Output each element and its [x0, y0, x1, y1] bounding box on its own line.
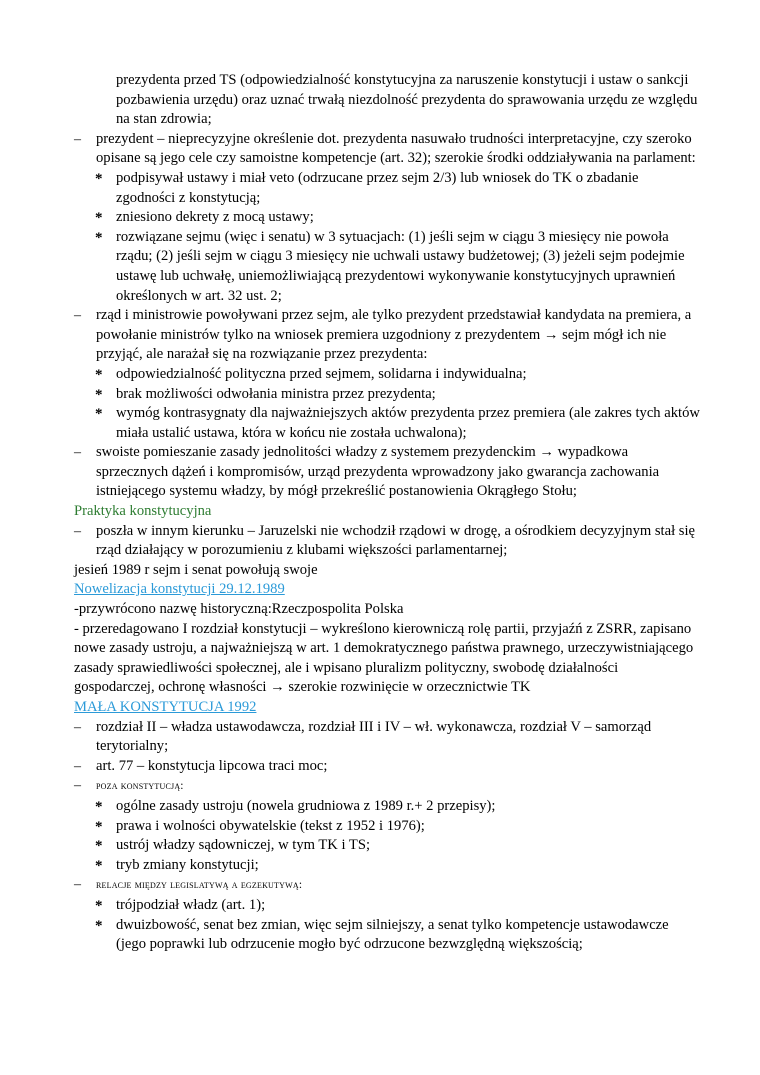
sub-bullet-text: zniesiono dekrety z mocą ustawy; — [116, 209, 314, 226]
bullet-rozdzialy — [74, 718, 700, 757]
nowelizacja-link[interactable]: Nowelizacja konstytucji 29.12.1989 — [74, 581, 285, 598]
bullet-text: art. 77 – konstytucja lipcowa traci moc; — [96, 757, 328, 774]
star-marker: * — [95, 857, 103, 874]
section-heading-nowelizacja[interactable] — [74, 580, 700, 600]
bullet-text: rząd i ministrowie powoływani przez sejm, ale tylko prezydent przedstawiał kandydata na premiera, a powołanie ministrów tylko na wniosek premiera uzgodniony z prezydentem → sejm mógł ich nie przyjąć, ale narażał się na rozwiązanie przez prezydenta: — [96, 307, 692, 363]
sub-bullet-text: ogólne zasady ustroju (nowela grudniowa z 1989 r.+ 2 przepisy); — [116, 797, 496, 814]
dash-marker: – — [74, 758, 81, 774]
bullet-text: rozdział II – władza ustawodawcza, rozdział III i IV – wł. wykonawcza, rozdział V – samorząd terytorialny; — [96, 718, 652, 755]
star-marker: * — [95, 386, 103, 403]
sub-bullet — [74, 797, 700, 817]
bullet-label: relacje między legislatywą a egzekutywą: — [96, 879, 303, 892]
star-marker: * — [95, 210, 103, 227]
sub-bullet-text: dwuizbowość, senat bez zmian, więc sejm silniejszy, a senat tylko kompetencje ustawodawcze (jego poprawki lub odrzucenie mogło być odrzucone bezwzględną większością; — [116, 916, 669, 953]
sub-bullet-text: brak możliwości odwołania ministra przez prezydenta; — [116, 385, 436, 402]
bullet-poza-konstytucja — [74, 776, 700, 797]
paragraph-nazwa: -przywrócono nazwę historyczną:Rzeczpospolita Polska — [74, 601, 404, 618]
star-marker: * — [95, 229, 103, 246]
bullet-text: swoiste pomieszanie zasady jednolitości władzy z systemem prezydenckim → wypadkowa sprzecznych dążeń i kompromisów, urząd prezydenta wprowadzony jako gwarancja zachowania istniejącego systemu władzy, by mógł przekreślić postanowienia Okrągłego Stołu; — [96, 444, 660, 500]
continued-paragraph: prezydenta przed TS (odpowiedzialność konstytucyjna za naruszenie konstytucji i ustaw o sankcji pozbawienia urzędu) oraz uznać trwałą niezdolność prezydenta do sprawowania urzędu ze względu na stan zdrowia; — [116, 72, 698, 128]
star-marker: * — [95, 917, 103, 934]
bullet-art77 — [74, 757, 700, 777]
bullet-text: poszła w innym kierunku – Jaruzelski nie wchodził rządowi w drogę, a ośrodkiem decyzyjnym stał się rząd działający w porozumieniu z klubami większości parlamentarnej; — [96, 522, 695, 559]
bullet-relacje — [74, 875, 700, 896]
sub-bullet — [74, 817, 700, 837]
star-marker: * — [95, 798, 103, 815]
sub-bullet-text: tryb zmiany konstytucji; — [116, 856, 259, 873]
sub-bullet-text: rozwiązane sejmu (więc i senatu) w 3 sytuacjach: (1) jeśli sejm w ciągu 3 miesięcy nie powoła rządu; (2) jeśli sejm w ciągu 3 miesięcy nie uchwali ustawy budżetowej; (3) jeżeli sejm podejmie ustawę lub uchwałę, uniemożliwiającą prezydentowi wykonywanie konstytucyjnych uprawnień określonych w art. 32 ust. 2; — [116, 228, 685, 304]
sub-bullet-text: trójpodział władz (art. 1); — [116, 896, 266, 913]
sub-bullet — [74, 228, 700, 306]
sub-bullet-text: odpowiedzialność polityczna przed sejmem, solidarna i indywidualna; — [116, 365, 527, 382]
bullet-pomieszanie — [74, 443, 700, 502]
star-marker: * — [95, 897, 103, 914]
dash-marker: – — [74, 877, 81, 893]
sub-bullet — [74, 916, 700, 955]
sub-bullet — [74, 208, 700, 228]
sub-bullet — [74, 896, 700, 916]
paragraph-jesien: jesień 1989 r sejm i senat powołują swoje — [74, 561, 318, 578]
sub-bullet — [74, 836, 700, 856]
dash-marker: – — [74, 523, 81, 539]
star-marker: * — [95, 838, 103, 855]
sub-bullet-text: podpisywał ustawy i miał veto (odrzucane przez sejm 2/3) lub wniosek do TK o zbadanie zgodności z konstytucją; — [116, 169, 639, 206]
star-marker: * — [95, 366, 103, 383]
sub-bullet-text: ustrój władzy sądowniczej, w tym TK i TS; — [116, 837, 371, 854]
sub-bullet-text: wymóg kontrasygnaty dla najważniejszych aktów prezydenta przez premiera (ale zakres tych aktów miała ustalić ustawa, która w końcu nie została uchwalona); — [116, 405, 700, 441]
section-heading-mala-konstytucja[interactable] — [74, 698, 700, 718]
bullet-praktyka — [74, 522, 700, 561]
sub-bullet — [74, 169, 700, 208]
dash-marker: – — [74, 445, 81, 461]
bullet-prezydent — [74, 130, 700, 169]
sub-bullet — [74, 404, 700, 443]
star-marker: * — [95, 818, 103, 835]
sub-bullet-text: prawa i wolności obywatelskie (tekst z 1952 i 1976); — [116, 817, 425, 834]
star-marker: * — [95, 406, 103, 423]
dash-marker: – — [74, 719, 81, 735]
bullet-label: poza konstytucją: — [96, 780, 184, 793]
sub-bullet — [74, 365, 700, 385]
sub-bullet — [74, 385, 700, 405]
dash-marker: – — [74, 131, 81, 147]
section-heading-praktyka: Praktyka konstytucyjna — [74, 503, 212, 520]
bullet-text: prezydent – nieprecyzyjne określenie dot. prezydenta nasuwało trudności interpretacyjne, czy szeroko opisane są jego cele czy samoistne kompetencje (art. 32); szerokie środki oddziaływania na parlament: — [96, 130, 696, 167]
bullet-rzad — [74, 306, 700, 365]
dash-marker: – — [74, 778, 81, 794]
mala-konstytucja-link[interactable]: MAŁA KONSTYTUCJA 1992 — [74, 699, 257, 715]
star-marker: * — [95, 170, 103, 187]
dash-marker: – — [74, 308, 81, 324]
paragraph-rozdzial: - przeredagowano I rozdział konstytucji – wykreślono kierowniczą rolę partii, przyjaźń z ZSRR, zapisano nowe zasady ustroju, a najważniejszą w art. 1 demokratycznego państwa prawnego, urzeczywistniającego zasady sprawiedliwości społecznej, ale i wpisano pluralizm polityczny, swobodę działalności gospodarczej, ochronę własności → szerokie rozwinięcie w orzecznictwie TK — [74, 620, 694, 696]
sub-bullet — [74, 856, 700, 876]
